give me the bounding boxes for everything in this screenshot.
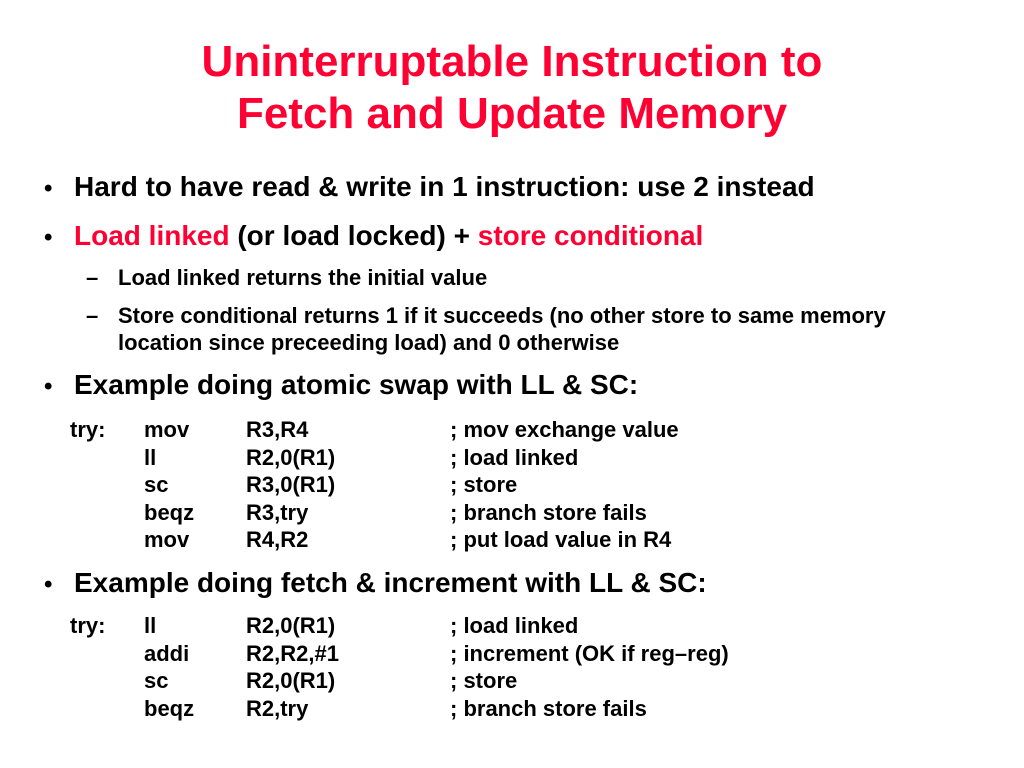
code-opcode: sc: [144, 472, 169, 497]
bullet-text: Example doing fetch & increment with LL & SC:: [74, 567, 707, 598]
code-operands: R2,try: [246, 695, 309, 721]
bullet-marker: •: [44, 373, 53, 400]
slide-title: [0, 36, 1024, 140]
code-opcode: mov: [144, 417, 190, 442]
subbullet-text: Load linked returns the initial value: [118, 265, 488, 290]
code-comment: ; load linked: [450, 613, 579, 638]
bullet-fetch-increment: [44, 566, 707, 602]
subbullet-marker: –: [86, 303, 99, 328]
code-comment: ; store: [450, 668, 518, 693]
subbullet-text: Store conditional returns 1 if it succeeds (no other store to same memory location since preceeding load) and 0 otherwise: [118, 303, 886, 355]
code-label: try:: [70, 417, 106, 442]
store-conditional-term: store conditional: [477, 220, 704, 251]
code-comment: ; load linked: [450, 444, 579, 470]
code-comment: ; store: [450, 472, 518, 497]
code-opcode: ll: [144, 444, 157, 470]
code-label: try:: [70, 613, 106, 638]
code-opcode: beqz: [144, 499, 195, 525]
code-comment: ; put load value in R4: [450, 527, 672, 552]
title-line-2: Fetch and Update Memory: [236, 89, 788, 138]
code-comment: ; increment (OK if reg–reg): [450, 640, 729, 666]
bullet-ll-sc: [44, 219, 703, 255]
bullet-read-write: [44, 170, 815, 206]
code-operands: R2,0(R1): [246, 668, 336, 693]
code-operands: R4,R2: [246, 527, 309, 552]
code-opcode: sc: [144, 668, 169, 693]
code-opcode: beqz: [144, 695, 195, 721]
bullet-atomic-swap: [44, 368, 638, 404]
code-operands: R3,try: [246, 499, 309, 525]
code-operands: R2,0(R1): [246, 444, 336, 470]
load-linked-term: Load linked: [74, 220, 230, 251]
code-opcode: ll: [144, 613, 157, 638]
subbullet-store-conditional: [86, 302, 926, 356]
code-operands: R3,0(R1): [246, 472, 336, 497]
bullet-marker: •: [44, 224, 53, 251]
code-operands: R3,R4: [246, 417, 309, 442]
code-opcode: addi: [144, 640, 190, 666]
bullet-marker: •: [44, 571, 53, 598]
load-locked-text: (or load locked) +: [229, 220, 478, 251]
subbullet-marker: –: [86, 265, 99, 290]
bullet-text: Example doing atomic swap with LL & SC:: [74, 369, 639, 400]
title-line-1: Uninterruptable Instruction to: [201, 37, 823, 86]
code-comment: ; branch store fails: [450, 695, 647, 721]
subbullet-load-linked: [86, 264, 926, 291]
code-comment: ; mov exchange value: [450, 417, 679, 442]
code-operands: R2,0(R1): [246, 613, 336, 638]
code-operands: R2,R2,#1: [246, 640, 339, 666]
bullet-marker: •: [44, 175, 53, 202]
bullet-text: Hard to have read & write in 1 instruction: use 2 instead: [74, 171, 815, 202]
code-comment: ; branch store fails: [450, 499, 647, 525]
code-opcode: mov: [144, 527, 190, 552]
